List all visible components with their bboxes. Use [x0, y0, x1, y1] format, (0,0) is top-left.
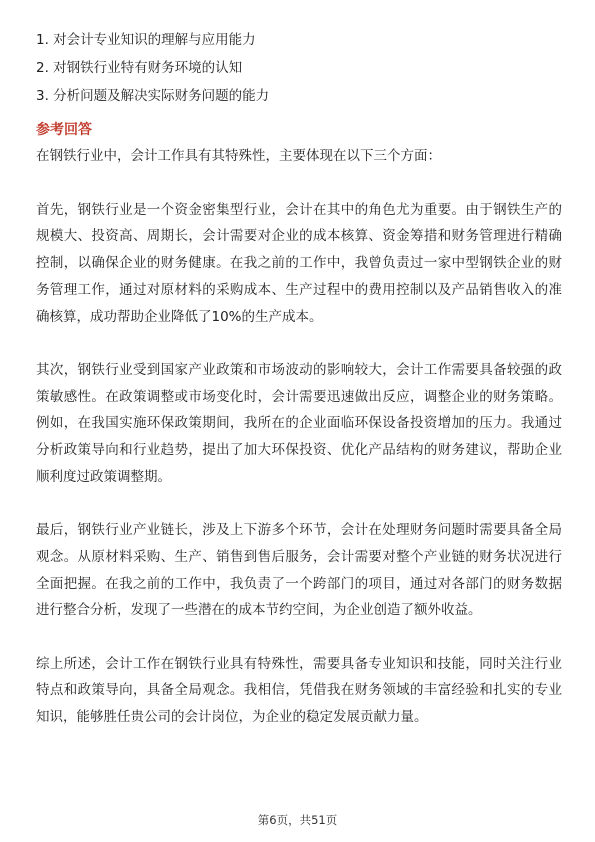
answer-heading: 参考回答 — [36, 122, 92, 138]
answer-body — [36, 143, 562, 757]
question-item-3: 3. 分析问题及解决实际财务问题的能力 — [36, 88, 270, 104]
question-list — [36, 26, 566, 110]
question-item-2: 2. 对钢铁行业特有财务环境的认知 — [36, 60, 243, 76]
page-indicator: 第6页，共51页 — [257, 813, 338, 827]
page-footer — [0, 812, 595, 828]
paragraph-first: 首先，钢铁行业是一个资金密集型行业，会计在其中的角色尤为重要。由于钢铁生产的规模大、投资高、周期长，会计需要对企业的成本核算、资金筹措和财务管理进行精确控制，以确保企业的财务健康。在我之前的工作中，我曾负责过一家中型钢铁企业的财务管理工作，通过对原材料的采购成本、生产过程中的费用控制以及产品销售收入的准确核算，成功帮助企业降低了10%的生产成本。 — [36, 201, 562, 325]
paragraph-conclusion: 综上所述，会计工作在钢铁行业具有特殊性，需要具备专业知识和技能，同时关注行业特点和政策导向，具备全局观念。我相信，凭借我在财务领域的丰富经验和扎实的专业知识，能够胜任贵公司的会计岗位，为企业的稳定发展贡献力量。 — [36, 655, 562, 726]
intro-paragraph: 在钢铁行业中，会计工作具有其特殊性，主要体现在以下三个方面： — [36, 148, 441, 164]
paragraph-last: 最后，钢铁行业产业链长，涉及上下游多个环节，会计在处理财务问题时需要具备全局观念。从原材料采购、生产、销售到售后服务，会计需要对整个产业链的财务状况进行全面把握。在我之前的工作中，我负责了一个跨部门的项目，通过对各部门的财务数据进行整合分析，发现了一些潜在的成本节约空间，为企业创造了额外收益。 — [36, 522, 562, 619]
paragraph-second: 其次，钢铁行业受到国家产业政策和市场波动的影响较大，会计工作需要具备较强的政策敏感性。在政策调整或市场变化时，会计需要迅速做出反应，调整企业的财务策略。例如，在我国实施环保政策期间，我所在的企业面临环保设备投资增加的压力。我通过分析政策导向和行业趋势，提出了加大环保投资、优化产品结构的财务建议，帮助企业顺利度过政策调整期。 — [36, 361, 562, 485]
question-item-1: 1. 对会计专业知识的理解与应用能力 — [36, 32, 256, 48]
